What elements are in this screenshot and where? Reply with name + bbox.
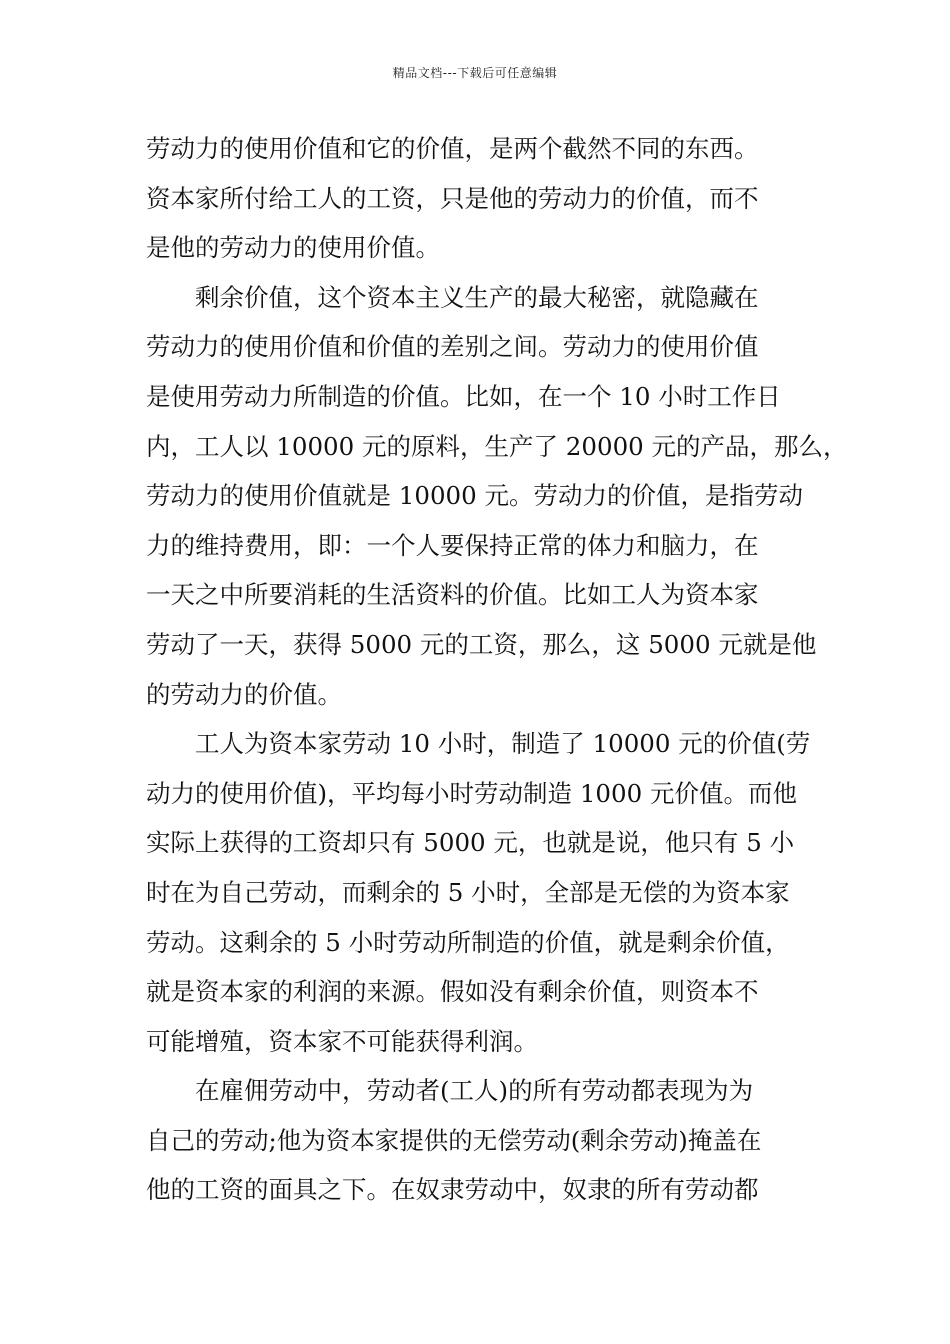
document-body xyxy=(146,124,848,1215)
text-line: 他的工资的面具之下。在奴隶劳动中，奴隶的所有劳动都 xyxy=(146,1175,759,1205)
text-line: 是使用劳动力所制造的价值。比如，在一个 10 小时工作日 xyxy=(146,381,781,411)
text-line: 劳动力的使用价值和它的价值，是两个截然不同的东西。 xyxy=(146,134,759,163)
text-line: 剩余价值，这个资本主义生产的最大秘密，就隐藏在 xyxy=(195,282,759,312)
text-line: 动力的使用价值)，平均每小时劳动制造 1000 元价值。而他 xyxy=(146,778,797,808)
text-line: 一天之中所要消耗的生活资料的价值。比如工人为资本家 xyxy=(146,580,759,610)
text-line: 劳动了一天，获得 5000 元的工资，那么，这 5000 元就是他 xyxy=(146,629,817,659)
text-line: 是他的劳动力的使用价值。 xyxy=(146,233,440,263)
paragraph-3 xyxy=(146,719,836,1066)
text-line: 时在为自己劳动，而剩余的 5 小时，全部是无偿的为资本家 xyxy=(146,877,790,907)
text-line: 劳动。这剩余的 5 小时劳动所制造的价值，就是剩余价值， xyxy=(146,927,790,957)
text-line: 劳动力的使用价值和价值的差别之间。劳动力的使用价值 xyxy=(146,332,759,362)
text-line: 就是资本家的利润的来源。假如没有剩余价值，则资本不 xyxy=(146,977,759,1007)
text-line: 工人为资本家劳动 10 小时，制造了 10000 元的价值(劳 xyxy=(195,729,811,759)
text-line: 自己的劳动;他为资本家提供的无偿劳动(剩余劳动)掩盖在 xyxy=(146,1125,762,1155)
text-line: 在雇佣劳动中，劳动者(工人)的所有劳动都表现为为 xyxy=(195,1076,754,1106)
text-line: 劳动力的使用价值就是 10000 元。劳动力的价值，是指劳动 xyxy=(146,481,804,511)
text-line: 内，工人以 10000 元的原料，生产了 20000 元的产品，那么， xyxy=(146,431,848,461)
text-line: 可能增殖，资本家不可能获得利润。 xyxy=(146,1026,538,1056)
paragraph-2 xyxy=(146,273,848,719)
text-line: 的劳动力的价值。 xyxy=(146,679,342,709)
text-line: 力的维持费用，即：一个人要保持正常的体力和脑力，在 xyxy=(146,530,759,560)
paragraph-1 xyxy=(146,124,836,273)
page-header: 精品文档---下载后可任意编辑 xyxy=(392,66,558,80)
paragraph-4 xyxy=(146,1066,836,1215)
text-line: 资本家所付给工人的工资，只是他的劳动力的价值，而不 xyxy=(146,183,759,213)
text-line: 实际上获得的工资却只有 5000 元，也就是说，他只有 5 小 xyxy=(146,828,795,858)
